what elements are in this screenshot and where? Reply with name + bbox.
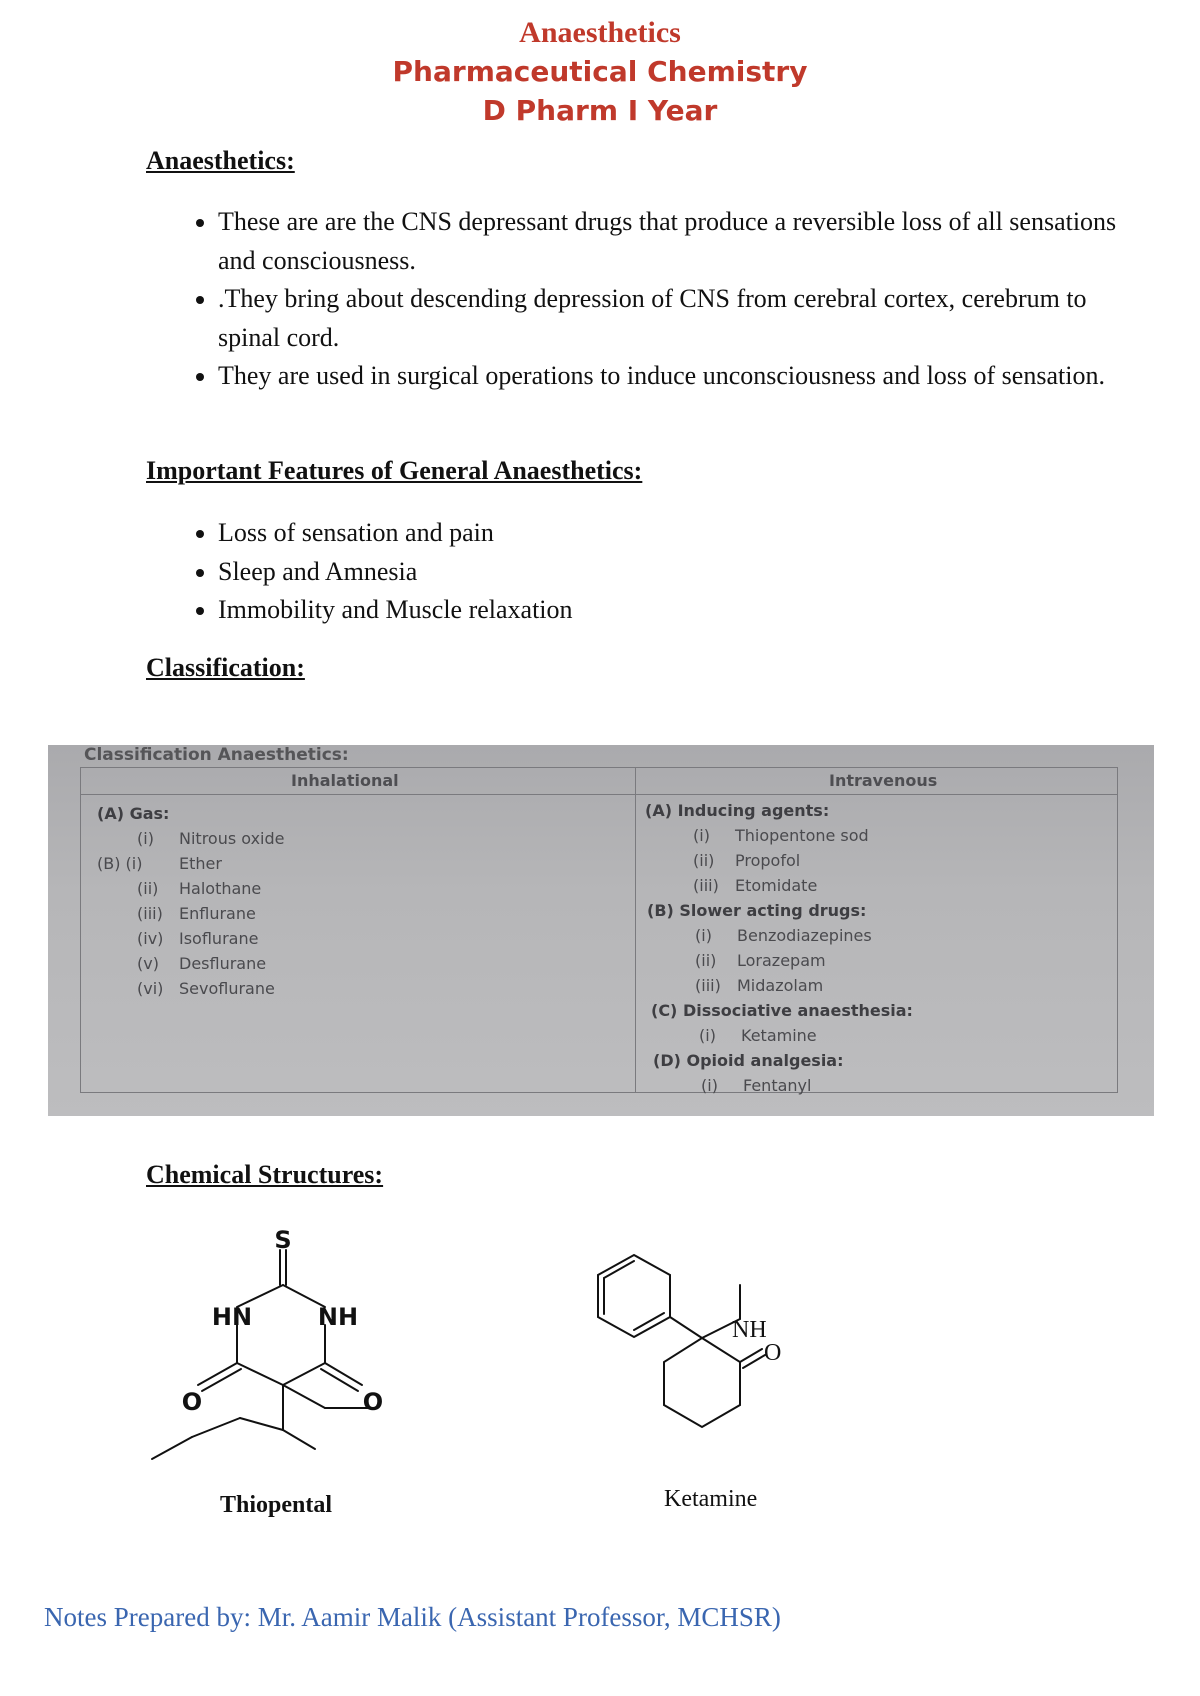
intravenous-group: (A) Inducing agents: <box>645 801 830 820</box>
inhalational-item: (i) Nitrous oxide <box>137 829 285 848</box>
atom-label: HN <box>211 1303 253 1331</box>
list-item: • Loss of sensation and pain <box>218 514 1118 553</box>
inhalational-group: (A) Gas: <box>97 804 170 823</box>
intravenous-item: (iii) Etomidate <box>693 876 818 895</box>
thiopental-caption: Thiopental <box>220 1492 333 1518</box>
list-item: • Sleep and Amnesia <box>218 553 1118 592</box>
footer-author-note: Notes Prepared by: Mr. Aamir Malik (Assistant Professor, MCHSR) <box>44 1602 781 1632</box>
intravenous-item: (ii) Lorazepam <box>695 951 826 970</box>
anaesthetics-bullet-list <box>146 203 1118 396</box>
intravenous-group: (B) Slower acting drugs: <box>647 901 867 920</box>
atom-label: O <box>764 1340 782 1366</box>
section-heading-structures: Chemical Structures: <box>146 1160 384 1189</box>
list-item: • Immobility and Muscle relaxation <box>218 591 1118 630</box>
inhalational-item: (ii) Halothane <box>137 879 262 898</box>
divider <box>635 768 636 1092</box>
intravenous-item: (i) Ketamine <box>699 1026 817 1045</box>
atom-label: NH <box>317 1303 359 1331</box>
atom-label: S <box>274 1226 292 1254</box>
atom-label: NH <box>732 1317 767 1343</box>
list-item: • These are are the CNS depressant drugs that produce a reversible loss of all sensations and consciousness. <box>218 203 1118 280</box>
inhalational-item: (v) Desflurane <box>137 954 267 973</box>
inhalational-item: (iii) Enflurane <box>137 904 256 923</box>
atom-label: O <box>181 1388 203 1416</box>
inhalational-item: (vi) Sevoflurane <box>137 979 275 998</box>
column-header-inhalational: Inhalational <box>291 771 399 790</box>
intravenous-item: (i) Thiopentone sod <box>693 826 869 845</box>
classification-table-title: Classification Anaesthetics: <box>84 745 349 765</box>
classification-table-image <box>48 745 1154 1116</box>
features-bullet-list <box>146 514 1118 630</box>
intravenous-item: (i) Fentanyl <box>701 1076 812 1095</box>
intravenous-item: (ii) Propofol <box>693 851 801 870</box>
intravenous-item: (iii) Midazolam <box>695 976 824 995</box>
column-header-intravenous: Intravenous <box>829 771 938 790</box>
classification-table <box>80 767 1118 1093</box>
intravenous-item: (i) Benzodiazepines <box>695 926 872 945</box>
page-header <box>0 14 1200 130</box>
section-heading-classification: Classification: <box>146 653 305 682</box>
intravenous-group: (C) Dissociative anaesthesia: <box>651 1001 913 1020</box>
list-item: • .They bring about descending depression of CNS from cerebral cortex, cerebrum to spinal cord. <box>218 280 1118 357</box>
section-heading-anaesthetics: Anaesthetics: <box>146 146 295 175</box>
ketamine-caption: Ketamine <box>664 1486 758 1512</box>
subject-title: Pharmaceutical Chemistry <box>392 55 808 88</box>
inhalational-item: (B) (i) Ether <box>97 854 222 873</box>
list-item: • They are used in surgical operations to induce unconsciousness and loss of sensation. <box>218 357 1118 396</box>
atom-label: O <box>362 1388 384 1416</box>
thiopental-structure <box>140 1225 400 1485</box>
inhalational-item: (iv) Isoflurane <box>137 929 259 948</box>
intravenous-group: (D) Opioid analgesia: <box>653 1051 844 1070</box>
ketamine-structure <box>590 1245 790 1460</box>
divider <box>81 794 1117 795</box>
course-title: D Pharm I Year <box>482 94 718 127</box>
page-title: Anaesthetics <box>519 16 681 49</box>
section-heading-features: Important Features of General Anaesthetics: <box>146 456 643 485</box>
